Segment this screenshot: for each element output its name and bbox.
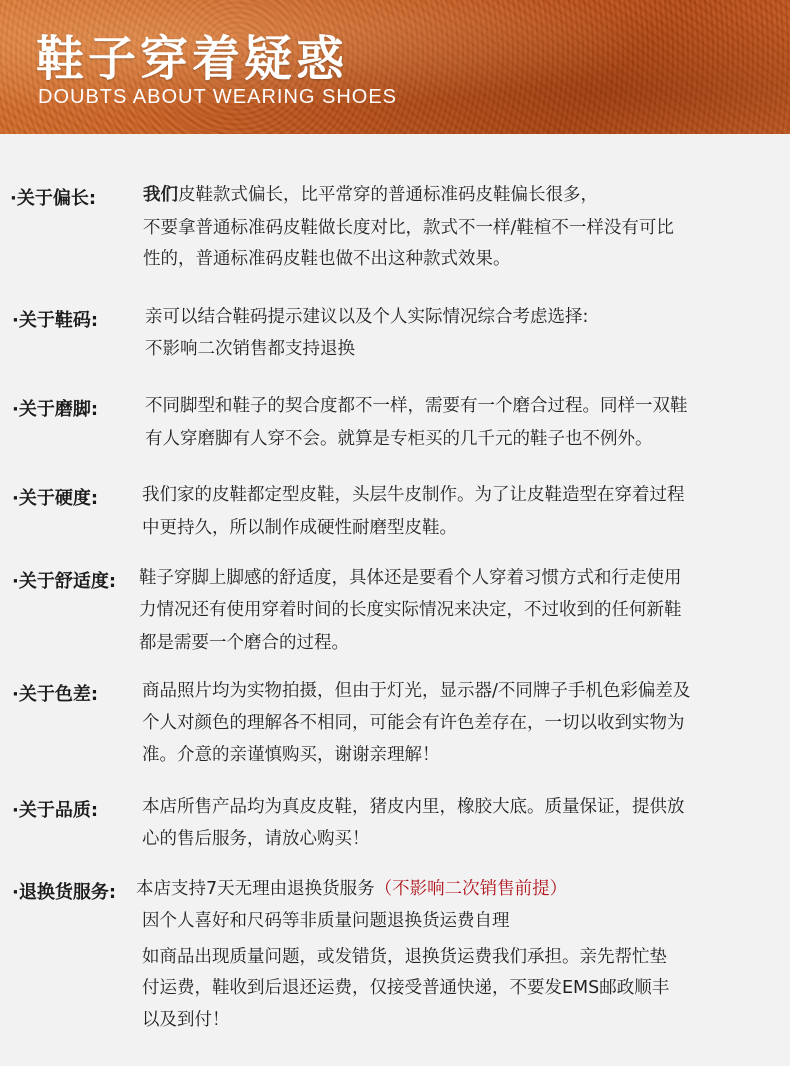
section-label: ·关于品质: [12,800,99,821]
section-line: 付运费，鞋收到后退还运费，仅接受普通快递，不要发EMS邮政顺丰 [142,978,670,998]
section-line: 如商品出现质量问题，或发错货，退换货运费我们承担。亲先帮忙垫 [142,947,667,967]
section-line: 有人穿磨脚有人穿不会。就算是专柜买的几千元的鞋子也不例外。 [145,429,653,449]
section-label: ·关于舒适度: [12,571,117,592]
section-line: 力情况还有使用穿着时间的长度实际情况来决定，不过收到的任何新鞋 [139,600,682,620]
banner-subtitle: DOUBTS ABOUT WEARING SHOES [38,86,398,108]
section-line: 不同脚型和鞋子的契合度都不一样，需要有一个磨合过程。同样一双鞋 [145,396,688,416]
section-line: 亲可以结合鞋码提示建议以及个人实际情况综合考虑选择: [145,307,589,327]
section-line: 我们家的皮鞋都定型皮鞋，头层牛皮制作。为了让皮鞋造型在穿着过程 [142,485,685,505]
section-line: 我们皮鞋款式偏长，比平常穿的普通标准码皮鞋偏长很多， [143,185,598,205]
banner-title: 鞋子穿着疑惑 [36,31,349,87]
section-line: 个人对颜色的理解各不相同，可能会有许色差存在，一切以收到实物为 [142,713,685,733]
section-line: 不影响二次销售都支持退换 [145,339,355,359]
section-line: 本店所售产品均为真皮皮鞋，猪皮内里，橡胶大底。质量保证，提供放 [142,797,685,817]
section-line: 性的，普通标准码皮鞋也做不出这种款式效果。 [143,249,511,269]
section-label: ·关于硬度: [12,488,99,509]
section-line: 准。介意的亲谨慎购买，谢谢亲理解！ [142,745,440,765]
section-line: 因个人喜好和尺码等非质量问题退换货运费自理 [142,911,510,931]
section-label: ·关于色差: [12,684,99,705]
header-banner [0,0,790,134]
section-line: 中更持久，所以制作成硬性耐磨型皮鞋。 [142,518,457,538]
section-line: 都是需要一个磨合的过程。 [139,633,349,653]
section-line: 以及到付！ [142,1010,230,1030]
section-label: ·关于鞋码: [12,310,99,331]
section-label: ·关于偏长: [10,188,97,209]
section-label: ·退换货服务: [12,882,117,903]
section-line: 鞋子穿脚上脚感的舒适度，具体还是要看个人穿着习惯方式和行走使用 [139,568,682,588]
section-line: 本店支持7天无理由退换货服务（不影响二次销售前提） [136,879,568,899]
section-line: 商品照片均为实物拍摄，但由于灯光，显示器/不同牌子手机色彩偏差及 [142,681,691,701]
section-line: 心的售后服务，请放心购买！ [142,829,370,849]
section-line: 不要拿普通标准码皮鞋做长度对比，款式不一样/鞋楦不一样没有可比 [143,218,674,238]
section-label: ·关于磨脚: [12,399,99,420]
return-condition-note: （不影响二次销售前提） [374,879,568,899]
